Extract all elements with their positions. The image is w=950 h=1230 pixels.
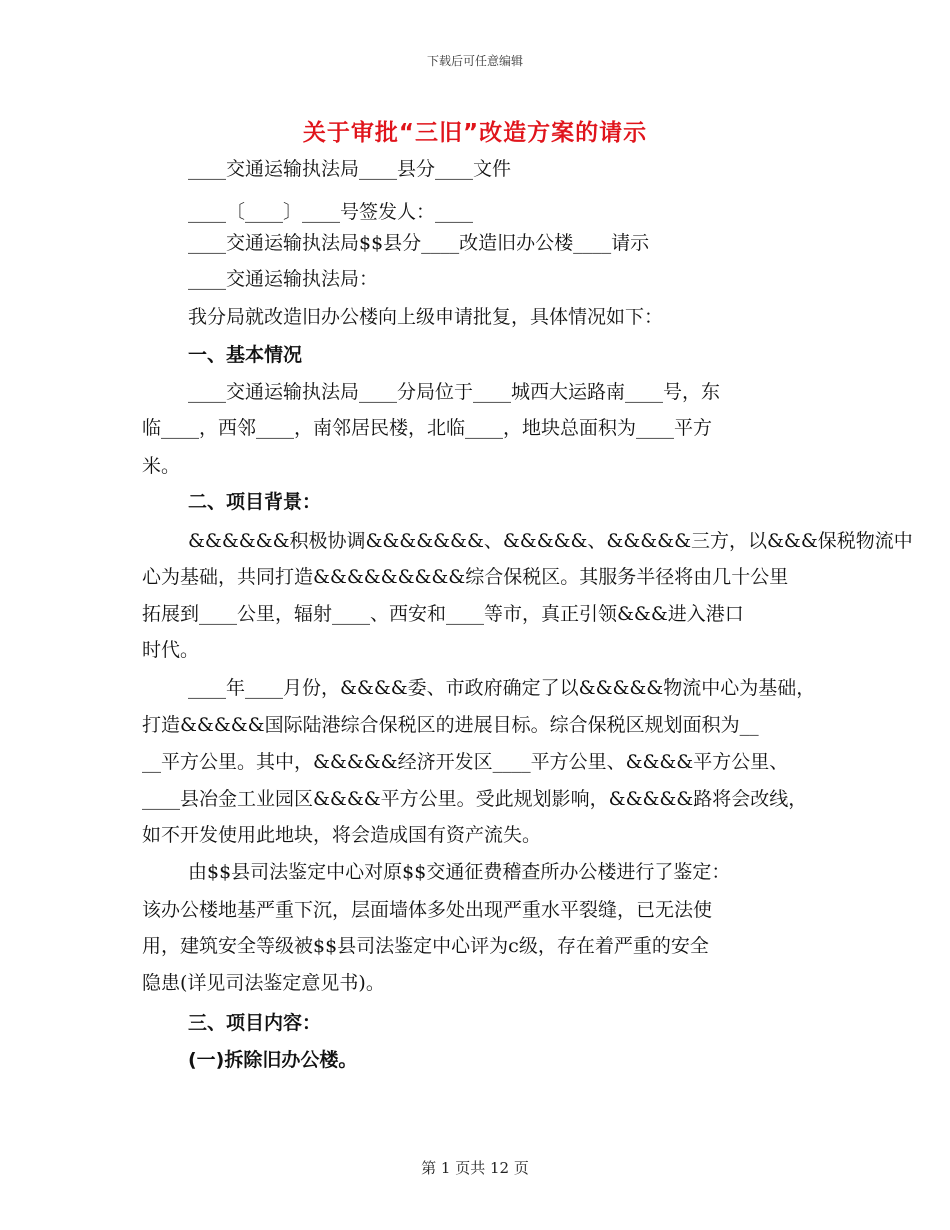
- section-heading: 一、基本情况: [188, 344, 303, 366]
- doc-line: 米。: [142, 455, 181, 477]
- doc-line: 拓展到____公里，辐射____、西安和____等市，真正引领&&&进入港口: [142, 603, 744, 625]
- doc-line: __平方公里。其中，&&&&&经济开发区____平方公里、&&&&平方公里、: [142, 751, 789, 773]
- doc-line: ____交通运输执法局____县分____文件: [188, 158, 512, 180]
- section-heading: 二、项目背景：: [188, 491, 322, 513]
- page-header: 下载后可任意编辑: [426, 54, 523, 68]
- doc-line: 临____，西邻____，南邻居民楼，北临____，地块总面积为____平方: [142, 417, 713, 439]
- doc-line: ____县冶金工业园区&&&&平方公里。受此规划影响，&&&&&路将会改线，: [142, 788, 808, 810]
- doc-line: ____交通运输执法局：: [188, 268, 379, 290]
- document-title: 关于审批“三旧”改造方案的请示: [302, 120, 648, 146]
- doc-line: 该办公楼地基严重下沉，层面墙体多处出现严重水平裂缝，已无法使: [142, 899, 713, 921]
- section-heading: 三、项目内容：: [188, 1012, 322, 1034]
- doc-line: 如不开发使用此地块，将会造成国有资产流失。: [142, 824, 542, 846]
- doc-line: 我分局就改造旧办公楼向上级申请批复，具体情况如下：: [188, 306, 664, 328]
- doc-line: ____年____月份，&&&&委、市政府确定了以&&&&&物流中心为基础，: [188, 677, 816, 699]
- doc-line: &&&&&&积极协调&&&&&&&、&&&&&、&&&&&三方，以&&&保税物流中: [188, 530, 913, 552]
- page-number-footer: 第 1 页共 12 页: [421, 1159, 529, 1177]
- doc-line: ____〔____〕____号签发人：____: [188, 201, 474, 223]
- doc-line: ____交通运输执法局$$县分____改造旧办公楼____请示: [188, 232, 650, 254]
- doc-line: 时代。: [142, 639, 200, 661]
- subsection-heading: (一)拆除旧办公楼。: [188, 1049, 358, 1071]
- doc-line: 心为基础，共同打造&&&&&&&&&综合保税区。其服务半径将由几十公里: [142, 566, 789, 588]
- doc-line: 打造&&&&&国际陆港综合保税区的进展目标。综合保税区规划面积为__: [142, 714, 759, 736]
- doc-line: 由$$县司法鉴定中心对原$$交通征费稽查所办公楼进行了鉴定：: [188, 861, 731, 883]
- doc-line: 用，建筑安全等级被$$县司法鉴定中心评为c级，存在着严重的安全: [142, 935, 709, 957]
- doc-line: ____交通运输执法局____分局位于____城西大运路南____号，东: [188, 381, 721, 403]
- doc-line: 隐患(详见司法鉴定意见书)。: [142, 972, 385, 994]
